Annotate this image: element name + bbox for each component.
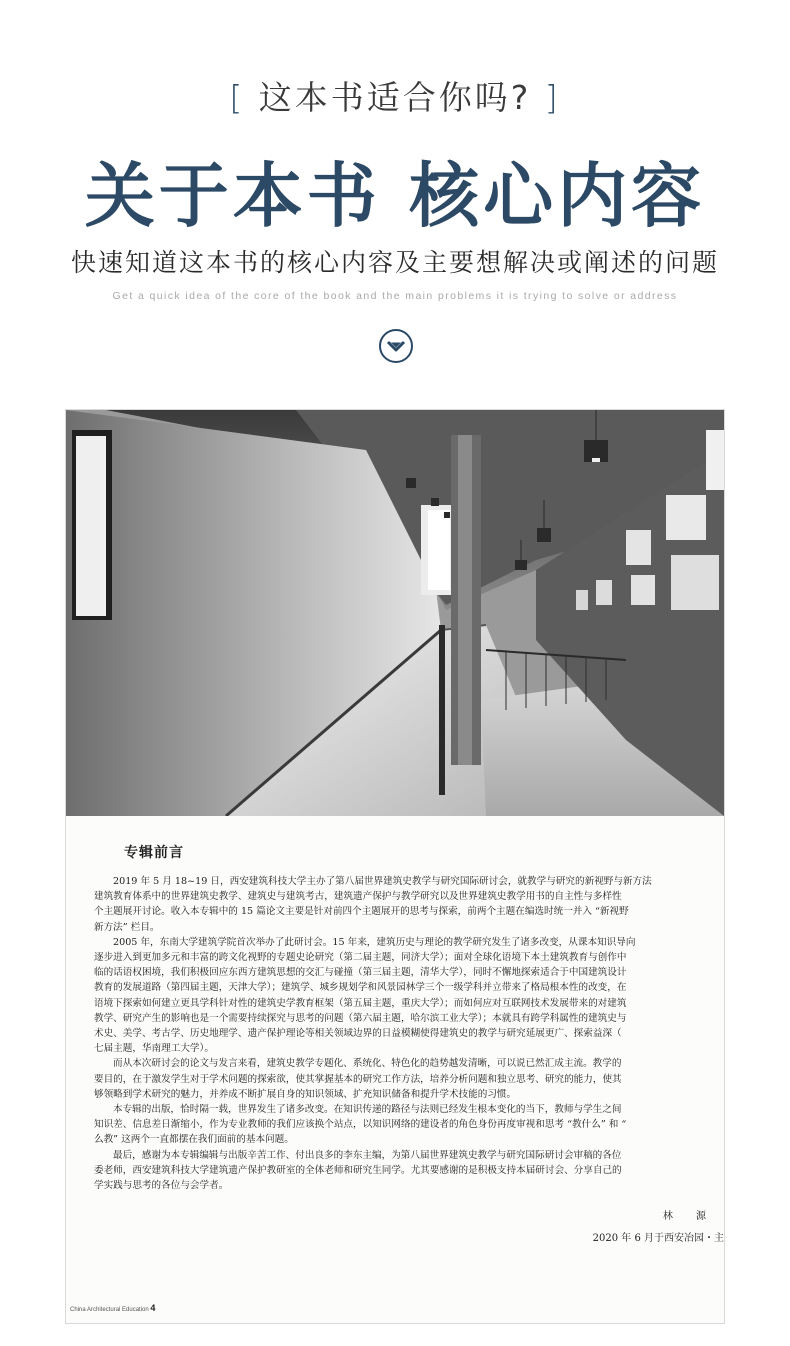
paragraph-3 (94, 1056, 724, 1102)
text-line: 2005 年，东南大学建筑学院首次举办了此研讨会。15 年来，建筑历史与理论的教学研究发生了诸多改变，从课本知识导向 (113, 936, 636, 948)
text-line: 最后，感谢为本专辑编辑与出版辛苦工作、付出良多的李东主编，为第八届世界建筑史教学与研究国际研讨会审稿的各位 (113, 1149, 622, 1161)
tagline (0, 72, 790, 119)
article-body (94, 842, 724, 1193)
corridor-photo (66, 410, 724, 816)
text-line: 新方法” 栏目。 (94, 921, 160, 933)
text-line: 个主题展开讨论。收入本专辑中的 15 篇论文主要是针对前四个主题展开的思考与探索，前两个主题在编选时统一并入 “新视野 (94, 906, 629, 918)
subtitle-chinese: 快速知道这本书的核心内容及主要想解决或阐述的问题 (70, 248, 719, 277)
article-heading: 专辑前言 (124, 845, 184, 861)
subtitle-english: Get a quick idea of the core of the book and the main problems it is trying to solve or address (112, 290, 678, 302)
text-line: 本专辑的出版，恰时隔一载，世界发生了诸多改变。在知识传递的路径与法则已经发生根本变化的当下，教师与学生之间 (113, 1104, 622, 1116)
paragraph-4 (94, 1102, 724, 1148)
page-title: 关于本书 核心内容 (84, 154, 706, 237)
text-line: 语境下探索如何建立更具学科针对性的建筑史学教育框架（第五届主题，重庆大学）；而如何应对互联网技术发展带来的对建筑 (94, 997, 627, 1009)
paragraph-2 (94, 935, 724, 1057)
journal-name: China Architectural Education (70, 1307, 149, 1313)
text-line: 知识差、信息差日渐缩小，作为专业教师的我们应该换个站点，以知识网络的建设者的角色身份再度审视和思考 “教什么” 和 “ (94, 1119, 627, 1131)
bracket-left: [ (229, 78, 246, 117)
text-line: 教育的发展道路（第四届主题，天津大学）；建筑学、城乡规划学和风景园林学三个一级学科并立带来了格局根本性的改变，在 (94, 982, 627, 994)
paragraph-5 (94, 1148, 724, 1194)
scroll-down-button[interactable] (379, 329, 413, 363)
page-footer (70, 1303, 155, 1313)
page-number: 4 (150, 1303, 156, 1313)
text-line: 么教” 这两个一直都摆在我们面前的基本问题。 (94, 1134, 294, 1146)
text-line: 教学、研究产生的影响也是一个需要持续探究与思考的问题（第六届主题，哈尔滨工业大学）；本就具有跨学科属性的建筑史与 (94, 1012, 627, 1024)
text-line: 而从本次研讨会的论文与发言来看，建筑史教学专题化、系统化、特色化的趋势越发清晰，可以说已然汇成主流。教学的 (113, 1058, 622, 1070)
text-line: 够领略到学术研究的魅力，并养成不断扩展自身的知识领域、扩充知识储备和提升学术技能的习惯。 (94, 1088, 517, 1100)
text-line: 逐步进入到更加多元和丰富的跨文化视野的专题史论研究（第二届主题，同济大学）；面对全球化语境下本土建筑教育与创作中 (94, 952, 627, 964)
text-line: 委老师，西安建筑科技大学建筑遗产保护教研室的全体老师和研究生同学。尤其要感谢的是积极支持本届研讨会、分享自己的 (94, 1164, 622, 1176)
text-line: 建筑教育体系中的世界建筑史教学、建筑史与建筑考古，建筑遗产保护与教学研究以及世界建筑史教学用书的自主性与多样性 (94, 891, 622, 903)
text-line: 术史、美学、考古学、历史地理学、遗产保护理论等相关领域边界的日益模糊使得建筑史的教学与研究延展更广、探索益深（ (94, 1028, 622, 1040)
text-line: 临的话语权困境，我们积极回应东西方建筑思想的交汇与碰撞（第三届主题，清华大学），同时不懈地探索适合于中国建筑设计 (94, 967, 627, 979)
header-section (0, 0, 790, 410)
bracket-right: ] (544, 78, 561, 117)
chevron-down-icon (386, 339, 406, 353)
scanned-page (66, 410, 724, 1323)
date-line: 2020 年 6 月于西安冶园・主 (592, 1233, 724, 1244)
text-line: 2019 年 5 月 18~19 日，西安建筑科技大学主办了第八届世界建筑史教学与研究国际研讨会，就教学与研究的新视野与新方法 (113, 876, 652, 887)
text-line: 要目的，在于激发学生对于学术问题的探索欲，使其掌握基本的研究工作方法，培养分析问题和独立思考、研究的能力，使其 (94, 1073, 622, 1085)
text-line: 学实践与思考的各位与会学者。 (94, 1180, 229, 1192)
author-name: 林 源 (662, 1211, 716, 1222)
tagline-text: 这本书适合你吗? (258, 78, 532, 117)
text-line: 七届主题，华南理工大学）。 (94, 1043, 214, 1055)
paragraph-1 (94, 874, 724, 935)
